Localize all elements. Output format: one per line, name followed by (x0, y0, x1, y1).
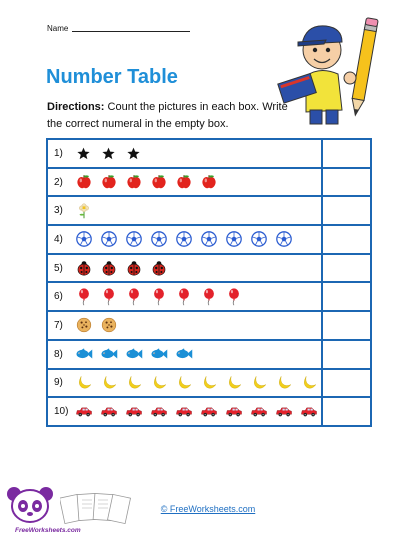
fish-icon (71, 344, 96, 364)
balloon-icon (121, 287, 146, 307)
car-icon (121, 402, 146, 422)
worksheet-thumbnails-icon (60, 490, 132, 530)
answer-box[interactable] (322, 397, 371, 426)
row-number: 8) (54, 348, 63, 360)
row-number: 9) (54, 377, 63, 389)
picture-row (48, 255, 321, 282)
star-icon (121, 143, 146, 163)
apple-icon (171, 172, 196, 192)
soccer-ball-icon (121, 229, 146, 249)
balloon-icon (171, 287, 196, 307)
car-icon (221, 402, 246, 422)
soccer-ball-icon (171, 229, 196, 249)
balloon-icon (71, 287, 96, 307)
balloon-icon (221, 287, 246, 307)
row-number: 1) (54, 147, 63, 159)
picture-row (48, 140, 321, 167)
table-row (47, 397, 371, 426)
apple-icon (121, 172, 146, 192)
name-underline[interactable] (72, 31, 190, 32)
row-number: 3) (54, 205, 63, 217)
fish-icon (171, 344, 196, 364)
picture-row (48, 226, 321, 253)
moon-icon (171, 373, 196, 393)
directions (47, 99, 297, 133)
ladybug-icon (96, 258, 121, 278)
car-icon (146, 402, 171, 422)
apple-icon (71, 172, 96, 192)
picture-row (48, 398, 321, 425)
moon-icon (246, 373, 271, 393)
name-field (47, 24, 190, 33)
picture-row (48, 341, 321, 368)
soccer-ball-icon (221, 229, 246, 249)
cookie-icon (71, 315, 96, 335)
panda-logo-icon (4, 486, 56, 530)
table-row (47, 311, 371, 340)
picture-cell (47, 139, 322, 168)
table-row (47, 225, 371, 254)
row-number: 10) (54, 406, 69, 418)
car-icon (171, 402, 196, 422)
picture-cell (47, 168, 322, 197)
car-icon (296, 402, 321, 422)
directions-label: Directions: (47, 101, 105, 113)
picture-row (48, 312, 321, 339)
moon-icon (296, 373, 321, 393)
balloon-icon (96, 287, 121, 307)
soccer-ball-icon (246, 229, 271, 249)
fish-icon (146, 344, 171, 364)
flower-icon (71, 201, 96, 221)
picture-cell (47, 282, 322, 311)
picture-cell (47, 340, 322, 369)
ladybug-icon (146, 258, 171, 278)
moon-icon (196, 373, 221, 393)
table-row (47, 340, 371, 369)
row-number: 6) (54, 291, 63, 303)
soccer-ball-icon (96, 229, 121, 249)
moon-icon (146, 373, 171, 393)
answer-box[interactable] (322, 225, 371, 254)
picture-cell (47, 254, 322, 283)
moon-icon (121, 373, 146, 393)
moon-icon (96, 373, 121, 393)
footer-link[interactable]: © FreeWorksheets.com (160, 504, 256, 514)
answer-box[interactable] (322, 254, 371, 283)
moon-icon (271, 373, 296, 393)
apple-icon (96, 172, 121, 192)
picture-cell (47, 397, 322, 426)
answer-box[interactable] (322, 340, 371, 369)
picture-cell (47, 311, 322, 340)
soccer-ball-icon (196, 229, 221, 249)
number-table (46, 138, 372, 427)
soccer-ball-icon (71, 229, 96, 249)
row-number: 4) (54, 233, 63, 245)
soccer-ball-icon (146, 229, 171, 249)
cookie-icon (96, 315, 121, 335)
balloon-icon (196, 287, 221, 307)
apple-icon (146, 172, 171, 192)
table-row (47, 196, 371, 225)
row-number: 5) (54, 262, 63, 274)
picture-cell (47, 196, 322, 225)
picture-row (48, 283, 321, 310)
soccer-ball-icon (271, 229, 296, 249)
answer-box[interactable] (322, 282, 371, 311)
table-row (47, 369, 371, 398)
fish-icon (96, 344, 121, 364)
table-row (47, 254, 371, 283)
picture-row (48, 370, 321, 397)
moon-icon (221, 373, 246, 393)
name-label: Name (47, 24, 69, 33)
picture-row (48, 169, 321, 196)
answer-box[interactable] (322, 196, 371, 225)
car-icon (71, 402, 96, 422)
directions-text: Count the pictures in each box. Write the correct numeral in the empty box. (47, 101, 288, 130)
fish-icon (121, 344, 146, 364)
moon-icon (71, 373, 96, 393)
boy-with-pencil-icon (276, 6, 396, 126)
picture-cell (47, 369, 322, 398)
ladybug-icon (121, 258, 146, 278)
car-icon (96, 402, 121, 422)
ladybug-icon (71, 258, 96, 278)
car-icon (196, 402, 221, 422)
answer-box[interactable] (322, 311, 371, 340)
row-number: 2) (54, 176, 63, 188)
balloon-icon (146, 287, 171, 307)
answer-box[interactable] (322, 139, 371, 168)
star-icon (96, 143, 121, 163)
picture-row (48, 197, 321, 224)
answer-box[interactable] (322, 168, 371, 197)
star-icon (71, 143, 96, 163)
table-row (47, 282, 371, 311)
answer-box[interactable] (322, 369, 371, 398)
worksheet-title: Number Table (46, 66, 178, 88)
apple-icon (196, 172, 221, 192)
car-icon (271, 402, 296, 422)
table-row (47, 168, 371, 197)
row-number: 7) (54, 319, 63, 331)
picture-cell (47, 225, 322, 254)
car-icon (246, 402, 271, 422)
logo-text: FreeWorksheets.com (15, 527, 81, 534)
table-row (47, 139, 371, 168)
